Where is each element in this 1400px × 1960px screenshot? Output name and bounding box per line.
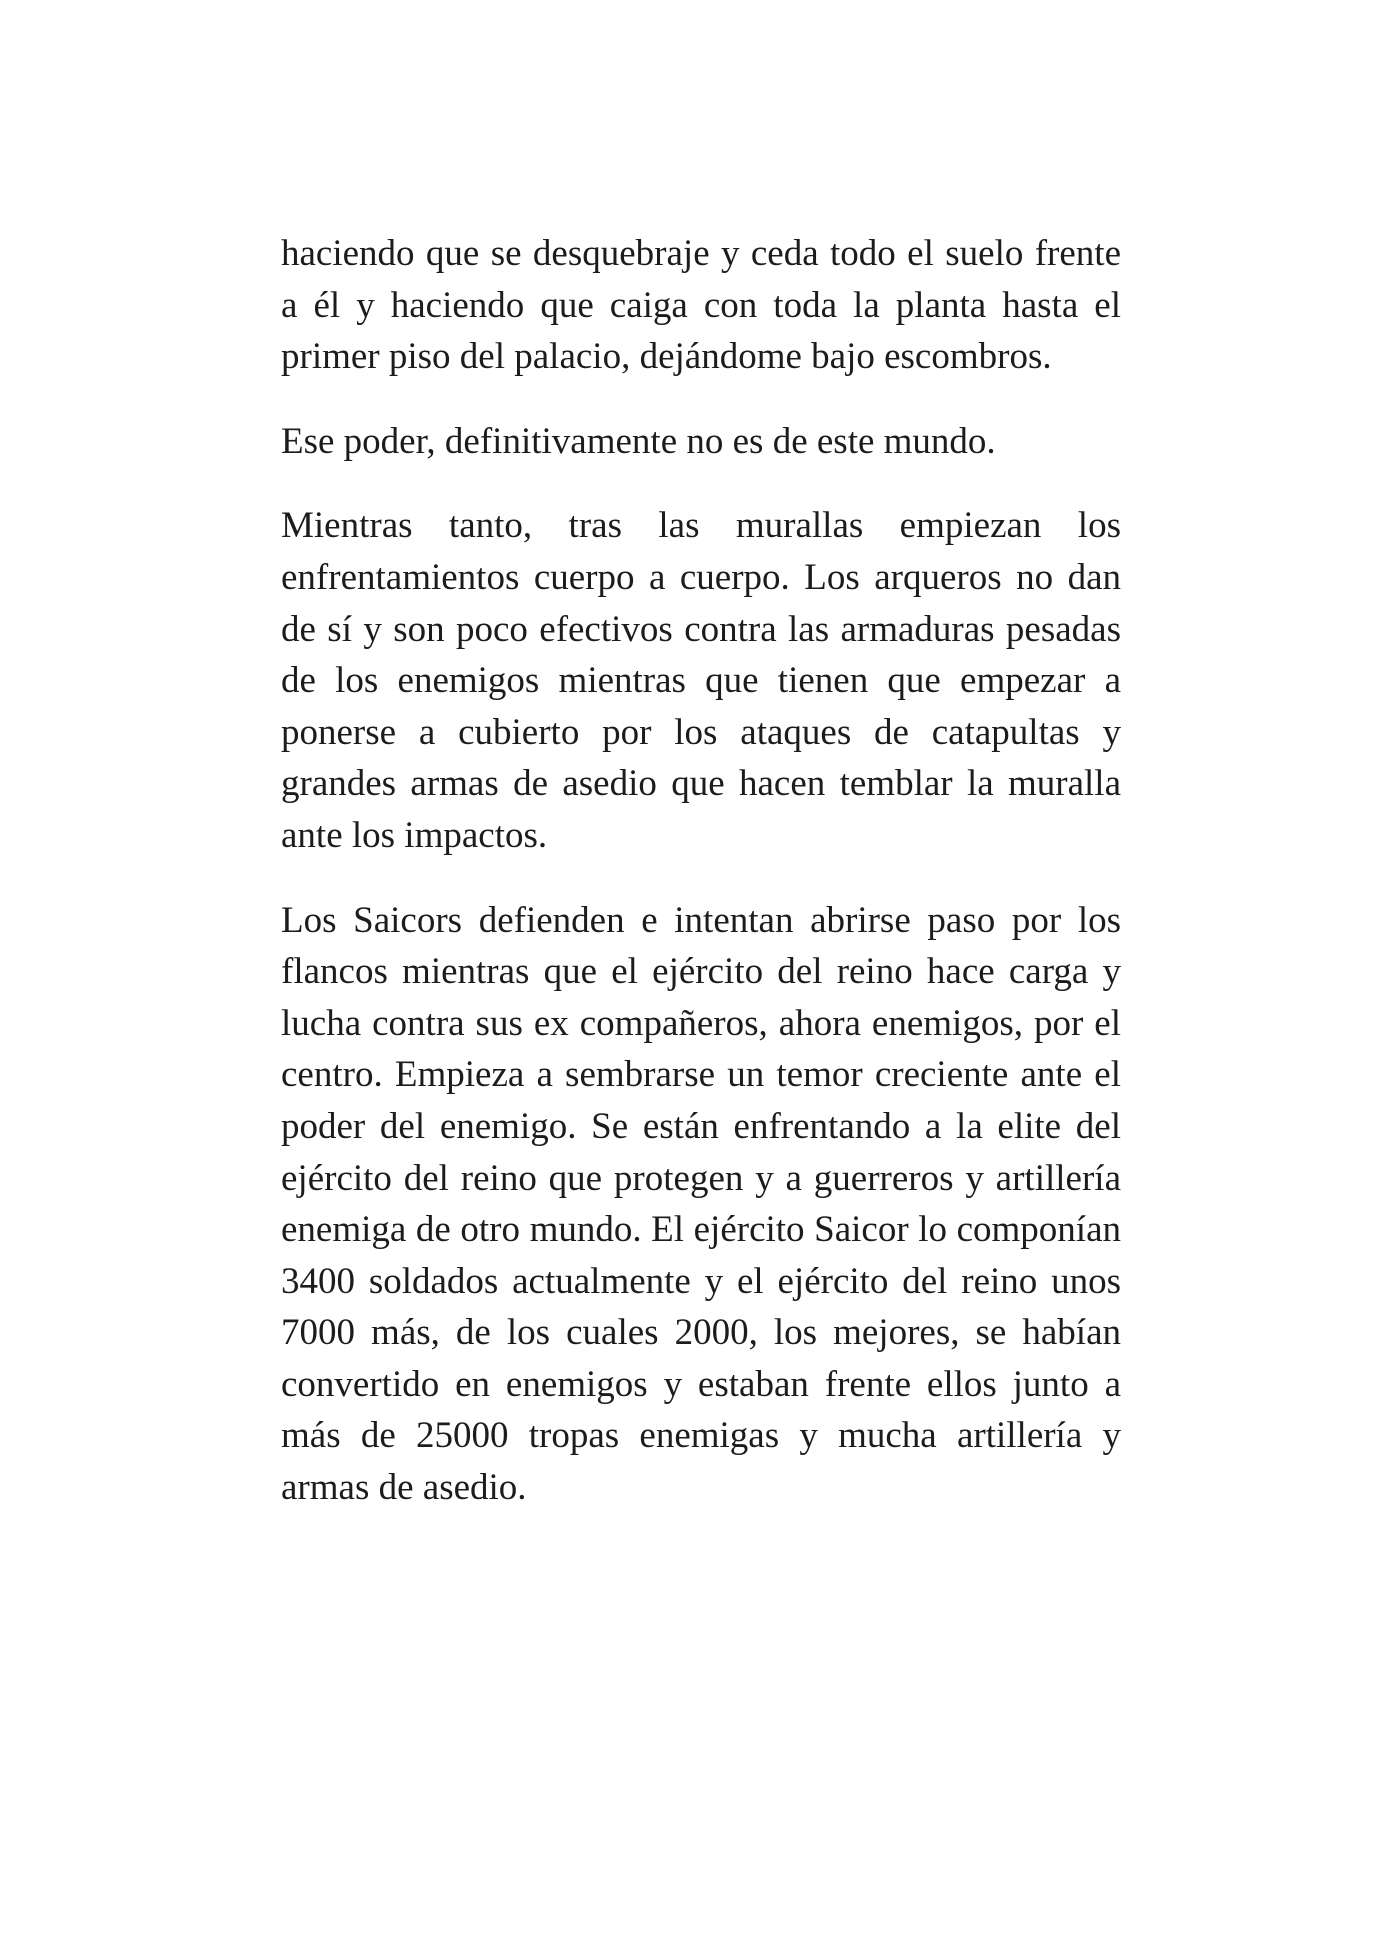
- paragraph-2: Ese poder, definitivamente no es de este mundo.: [281, 420, 996, 462]
- document-page: [281, 228, 1121, 1514]
- paragraph-4: Los Saicors defienden e intentan abrirse paso por los flancos mientras que el ejército del reino hace carga y lucha contra sus ex compañeros, ahora enemigos, por el centro. Empieza a sembrarse un temor creciente ante el poder del enemigo. Se están enfrentando a la elite del ejército del reino que protegen y a guerreros y artillería enemiga de otro mundo. El ejército Saicor lo componían 3400 soldados actualmente y el ejército del reino unos 7000 más, de los cuales 2000, los mejores, se habían convertido en enemigos y estaban frente ellos junto a más de 25000 tropas enemigas y mucha artillería y armas de asedio.: [281, 899, 1121, 1509]
- paragraph-3: Mientras tanto, tras las murallas empiezan los enfrentamientos cuerpo a cuerpo. Los arqueros no dan de sí y son poco efectivos contra las armaduras pesadas de los enemigos mientras que tienen que empezar a ponerse a cubierto por los ataques de catapultas y grandes armas de asedio que hacen temblar la muralla ante los impactos.: [281, 505, 1121, 856]
- paragraph-1: haciendo que se desquebraje y ceda todo el suelo frente a él y haciendo que caiga con toda la planta hasta el primer piso del palacio, dejándome bajo escombros.: [281, 233, 1121, 378]
